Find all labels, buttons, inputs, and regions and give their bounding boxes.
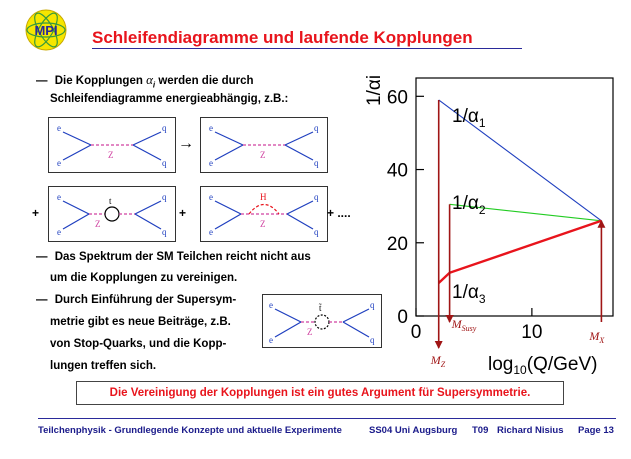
label-e-top: e (57, 123, 61, 133)
bullet-2-text: Das Spektrum der SM Teilchen reicht nicht aus (54, 251, 311, 263)
label-q-top: q (162, 192, 167, 202)
bullet-3-line-3: von Stop-Quarks, und die Kopp- (50, 338, 227, 350)
label-z: Z (95, 219, 101, 229)
bullet-3-text: Durch Einführung der Supersym- (54, 294, 237, 306)
label-q-bottom: q (314, 158, 319, 168)
footer-course: Teilchenphysik - Grundlegende Konzepte und aktuelle Experimente (38, 425, 342, 436)
label-e-top: e (209, 192, 213, 202)
marker-label-susy: $M_{Susy}$ (451, 317, 477, 333)
footer-code: T09 (472, 425, 489, 436)
bullet-dash: — (36, 294, 48, 306)
label-e-bottom: e (209, 158, 213, 168)
y-tick-label: 60 (386, 87, 408, 109)
marker-label-x: $M_X$ (589, 329, 605, 345)
bullet-dash: — (36, 251, 48, 263)
label-e-bottom: e (57, 158, 61, 168)
label-e-bottom: e (269, 335, 273, 345)
series-line-3 (439, 221, 602, 283)
label-h: H (260, 192, 267, 202)
label-q-top: q (314, 192, 319, 202)
label-e-top: e (269, 300, 273, 310)
plot-frame (416, 78, 613, 316)
label-e-top: e (57, 192, 61, 202)
conclusion-box: Die Vereinigung der Kopplungen ist ein gutes Argument für Supersymmetrie. (76, 381, 564, 405)
x-tick-label: 10 (521, 322, 543, 343)
mpi-logo (24, 8, 68, 52)
bullet-3-line-2: metrie gibt es neue Beiträge, z.B. (50, 316, 231, 328)
bullet-1-line-2: Schleifendiagramme energieabhängig, z.B.: (50, 93, 289, 105)
coupling-chart (350, 62, 631, 380)
label-alpha1: $1/\alpha_1$ (452, 106, 486, 130)
bullet-3-line-1 (36, 294, 236, 306)
bullet-dash: — (36, 75, 48, 87)
label-e-bottom: e (209, 227, 213, 237)
label-q-bottom: q (314, 227, 319, 237)
plus-dots: + .... (327, 206, 351, 220)
footer-term: SS04 Uni Augsburg (369, 425, 458, 436)
label-q-top: q (314, 123, 319, 133)
y-tick-label: 20 (386, 233, 408, 255)
plus-sign-2: + (179, 206, 187, 220)
label-q-bottom: q (370, 335, 375, 345)
marker-label-z: $M_Z$ (430, 353, 446, 369)
label-z: Z (108, 150, 114, 160)
feynman-diagram-top-loop (48, 186, 176, 242)
alpha-subscript: i (152, 80, 156, 90)
feynman-diagram-tree-2 (200, 117, 328, 173)
footer-page: Page 13 (578, 425, 614, 436)
label-q-top: q (162, 123, 167, 133)
feynman-diagram-higgs-loop (200, 186, 328, 242)
y-tick-label: 0 (397, 307, 408, 328)
label-t: t (109, 196, 112, 206)
x-axis-label: $\log_{10}(Q/GeV)$ (488, 354, 598, 377)
alpha-symbol: α (146, 72, 153, 87)
footer-author: Richard Nisius (497, 425, 564, 436)
right-arrow-icon: → (178, 135, 194, 152)
label-z: Z (307, 327, 313, 337)
bullet-3-line-4: lungen treffen sich. (50, 360, 157, 372)
x-tick-label: 0 (410, 322, 422, 343)
footer-divider (38, 418, 616, 419)
y-axis-label: 1/αi (364, 74, 385, 106)
title-divider (92, 48, 522, 49)
label-e-top: e (209, 123, 213, 133)
label-z: Z (260, 219, 266, 229)
bullet-2-line-2: um die Kopplungen zu vereinigen. (50, 272, 238, 284)
label-e-bottom: e (57, 227, 61, 237)
bullet-1-line-1 (36, 72, 254, 89)
plus-sign-1: + (32, 206, 40, 220)
label-stop: t̃ (319, 303, 322, 313)
feynman-diagram-tree-1 (48, 117, 176, 173)
bullet-2-line-1 (36, 251, 311, 263)
bullet-1-text-b: werden die durch (158, 75, 254, 87)
label-q-top: q (370, 300, 375, 310)
label-q-bottom: q (162, 158, 167, 168)
label-alpha3: $1/\alpha_3$ (452, 282, 486, 306)
y-tick-label: 40 (386, 160, 408, 182)
label-alpha2: $1/\alpha_2$ (452, 193, 486, 217)
label-q-bottom: q (162, 227, 167, 237)
page-title: Schleifendiagramme und laufende Kopplungen (92, 28, 473, 47)
label-z: Z (260, 150, 266, 160)
bullet-1-text-a: Die Kopplungen (54, 75, 143, 87)
logo-text: MPI (34, 23, 58, 38)
